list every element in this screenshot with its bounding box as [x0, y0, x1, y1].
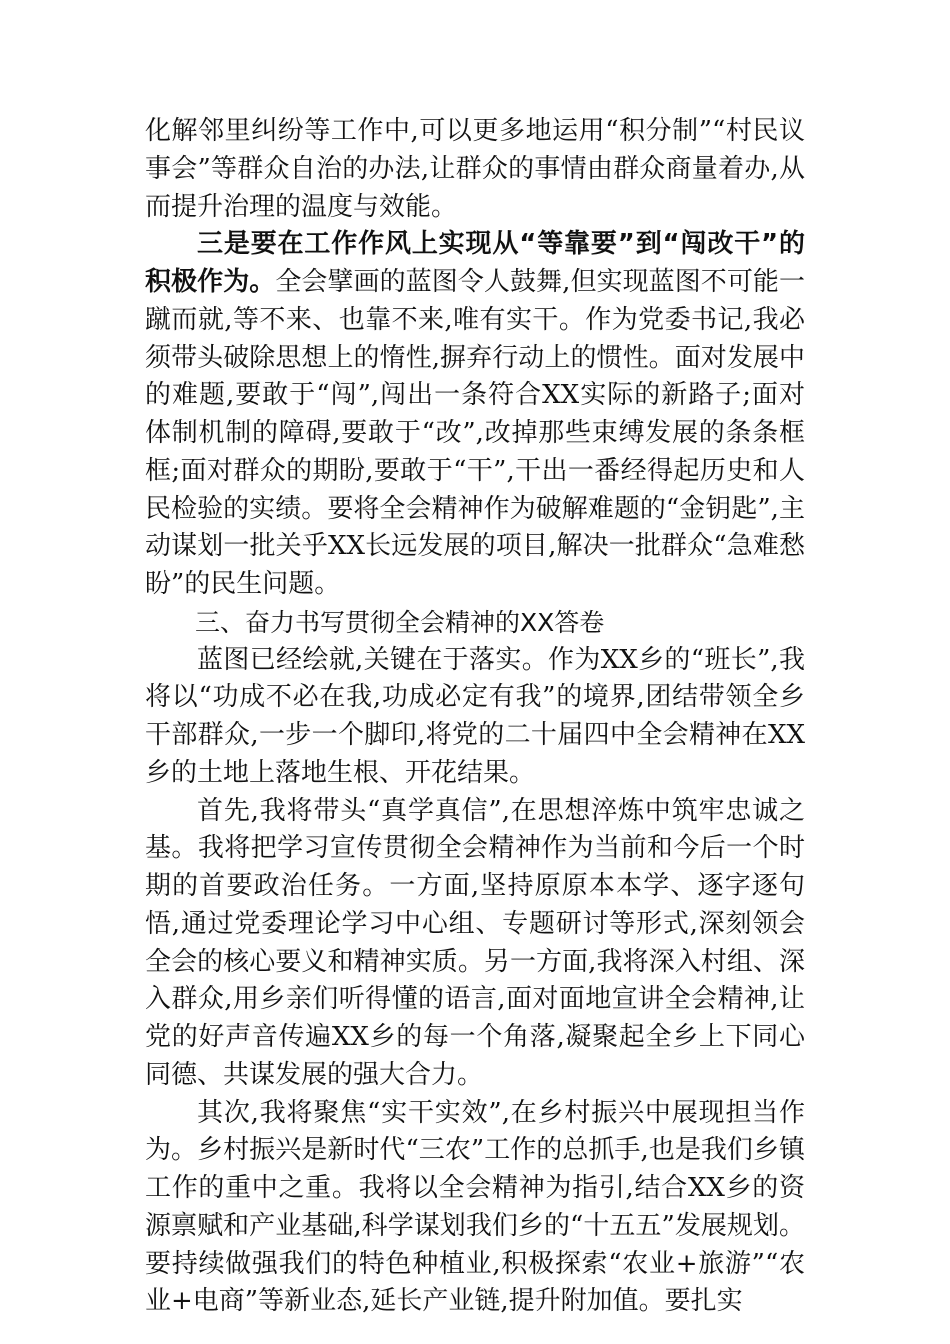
section-heading [145, 604, 805, 642]
document-body [145, 113, 805, 1321]
paragraph-continued [145, 113, 805, 226]
section-heading-text: 三、奋力书写贯彻全会精神的XX答卷 [195, 607, 605, 637]
paragraph-lead-sentence: 三是要在工作作风上实现从“等靠要”到“闯改干”的积极作为。 [145, 229, 805, 297]
paragraph-text: 全会擘画的蓝图令人鼓舞,但实现蓝图不可能一蹴而就,等不来、也靠不来,唯有实干。作为党委书记,我必须带头破除思想上的惰性,摒弃行动上的惯性。面对发展中的难题,要敢于“闯”,闯出一条符合XX实际的新路子;面对体制机制的障碍,要敢于“改”,改掉那些束缚发展的条条框框;面对群众的期盼,要敢于“干”,干出一番经得起历史和人民检验的实绩。要将全会精神作为破解难题的“金钥匙”,主动谋划一批关乎XX长远发展的项目,解决一批群众“急难愁盼”的民生问题。 [145, 267, 805, 599]
paragraph-second [145, 1095, 805, 1322]
paragraph-blueprint [145, 642, 805, 793]
paragraph-text: 首先,我将带头“真学真信”,在思想淬炼中筑牢忠诚之基。我将把学习宣传贯彻全会精神作为当前和今后一个时期的首要政治任务。一方面,坚持原原本本学、逐字逐句悟,通过党委理论学习中心组、专题研讨等形式,深刻领会全会的核心要义和精神实质。另一方面,我将深入村组、深入群众,用乡亲们听得懂的语言,面对面地宣讲全会精神,让党的好声音传遍XX乡的每一个角落,凝聚起全乡上下同心同德、共谋发展的强大合力。 [145, 795, 805, 1090]
paragraph-text: 蓝图已经绘就,关键在于落实。作为XX乡的“班长”,我将以“功成不必在我,功成必定有我”的境界,团结带领全乡干部群众,一步一个脚印,将党的二十届四中全会精神在XX乡的土地上落地生根、开花结果。 [145, 644, 805, 788]
paragraph-first [145, 793, 805, 1095]
paragraph-text: 化解邻里纠纷等工作中,可以更多地运用“积分制”“村民议事会”等群众自治的办法,让群众的事情由群众商量着办,从而提升治理的温度与效能。 [145, 116, 805, 222]
paragraph-work-style [145, 226, 805, 604]
paragraph-text: 其次,我将聚焦“实干实效”,在乡村振兴中展现担当作为。乡村振兴是新时代“三农”工作的总抓手,也是我们乡镇工作的重中之重。我将以全会精神为指引,结合XX乡的资源禀赋和产业基础,科学谋划我们乡的“十五五”发展规划。要持续做强我们的特色种植业,积极探索“农业+旅游”“农业+电商”等新业态,延长产业链,提升附加值。要扎实 [145, 1097, 805, 1317]
